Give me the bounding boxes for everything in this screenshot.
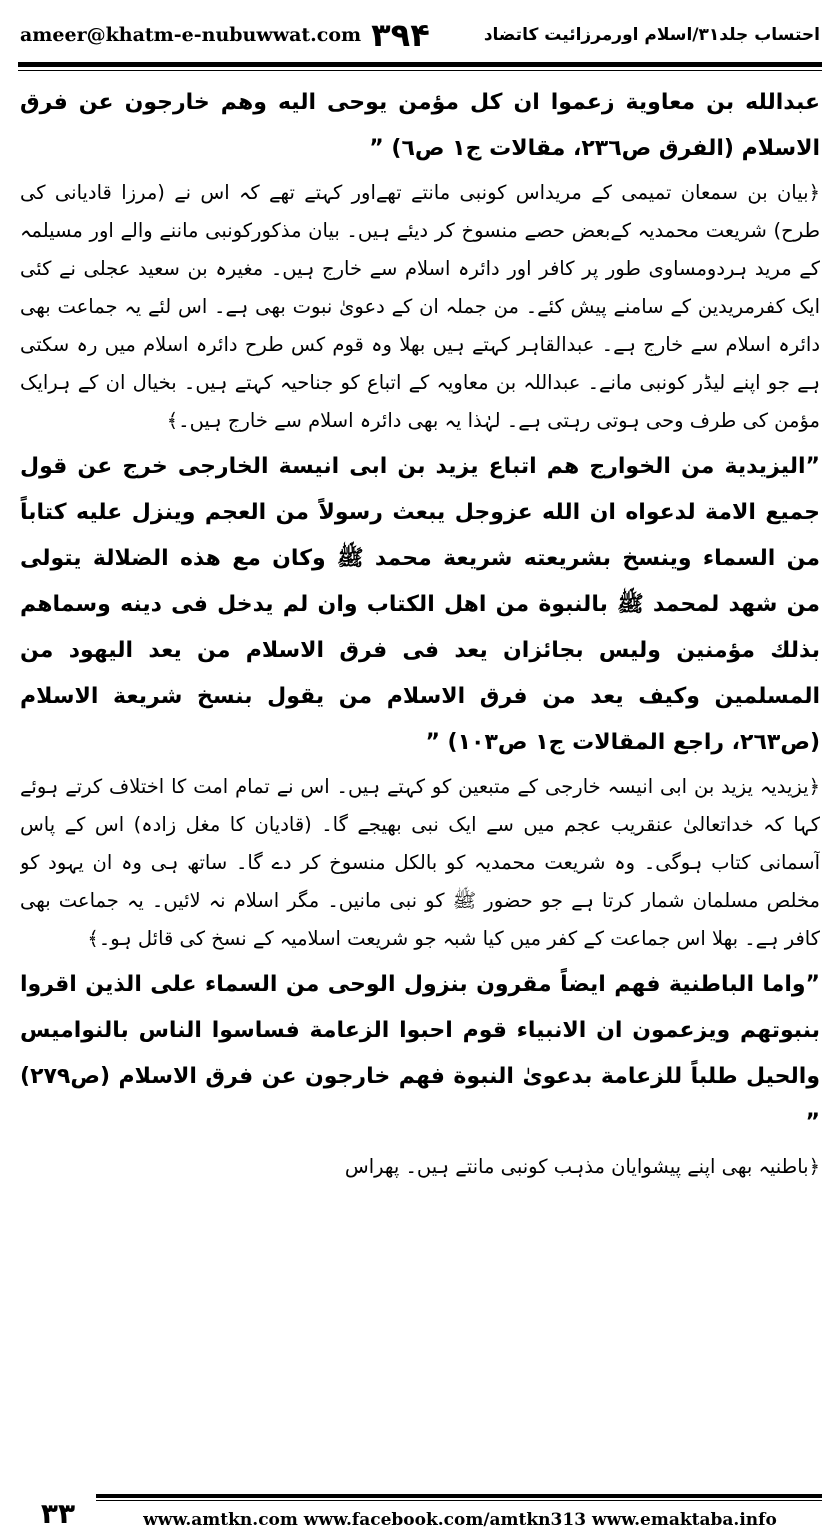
section-3	[20, 962, 820, 1186]
urdu-translation-3: ﴿باطنیہ بھی اپنے پیشوایان مذہب کونبی مانتے ہیں۔ پھراس	[344, 1155, 820, 1178]
arabic-text-3: ”واما الباطنية فهم ايضاً مقرون بنزول الوحى من السماء على الذين اقروا بنبوتهم ويزعمون ان الانبياء قوم احبوا الزعامة فساسوا الناس بالنواميس والحيل طلباً للزعامة بدعوىٰ النبوة فهم خارجون عن فرق الاسلام (ص٢٧٩) ”	[20, 972, 820, 1135]
footer-rule-thick	[96, 1494, 822, 1498]
urdu-translation-2: ﴿یزیدیہ یزید بن ابی انیسہ خارجی کے متبعین کو کہتے ہیں۔ اس نے تمام امت کا اختلاف کرتے ہوئے کہا کہ خداتعالیٰ عنقریب عجم میں سے ایک نبی بھیجے گا۔ (قادیان کا مغل زادہ) اس کے پاس آسمانی کتاب ہوگی۔ وہ شریعت محمدیہ کو بالکل منسوخ کر دے گا۔ ساتھ ہی وہ ان یہود کو مخلص مسلمان شمار کرتا ہے جو حضور ﷺ کو نبی مانیں۔ مگر اسلام نہ لائیں۔ یہ جماعت بھی کافر ہے۔ بھلا اس جماعت کے کفر میں کیا شبہ جو شریعت اسلامیہ کے نسخ کی قائل ہو۔﴾	[20, 775, 820, 950]
urdu-translation-1: ﴿بیان بن سمعان تمیمی کے مریداس کونبی مانتے تھےاور کہتے تھے کہ اس نے (مرزا قادیانی کی طرح) شریعت محمدیہ کےبعض حصے منسوخ کر دیئے ہیں۔ بیان مذکورکونبی ماننے والے اور مسیلمہ کے مرید ہردومساوی طور پر کافر اور دائرہ اسلام سے خارج ہیں۔ مغیرہ بن سعید عجلی نے کئی ایک کفرمریدین کے سامنے پیش کئے۔ من جملہ ان کے دعویٰ نبوت بھی ہے۔ اس لئے یہ جماعت بھی دائرہ اسلام سے خارج ہے۔ عبدالقاہر کہتے ہیں بھلا وہ قوم کس طرح دائرہ اسلام میں رہ سکتی ہے جو اپنے لیڈر کونبی مانے۔ عبداللہ بن معاویہ کے اتباع کو جناحیہ کہتے ہیں۔ بخیال ان کے ہرایک مؤمن کی طرف وحی ہوتی رہتی ہے۔ لہٰذا یہ بھی دائرہ اسلام سے خارج ہیں۔﴾	[20, 181, 820, 432]
footer-rule-thin	[96, 1500, 822, 1501]
arabic-text-1: عبدالله بن معاوية زعموا ان كل مؤمن يوحى اليه وهم خارجون عن فرق الاسلام (الفرق ص٢٣٦، مقالات ج١ ص٦) ”	[20, 90, 820, 161]
section-1	[20, 80, 820, 440]
footer-page-number: ۳۳	[40, 1496, 76, 1530]
running-title: احتساب جلد۳۱/اسلام اورمرزائیت کاتضاد	[483, 25, 820, 45]
arabic-quote-1	[20, 80, 820, 172]
header-page-number: ۳۹۴	[371, 16, 430, 54]
header-left	[20, 16, 430, 54]
header-rule-thin	[18, 70, 822, 71]
section-2	[20, 444, 820, 958]
arabic-quote-3	[20, 962, 820, 1146]
header-email: ameer@khatm-e-nubuwwat.com	[20, 24, 362, 46]
page-header	[20, 6, 820, 64]
header-rule-thick	[18, 62, 822, 67]
arabic-text-2: ”اليزيدية من الخوارج هم اتباع يزيد بن ابى انيسة الخارجى خرج عن قول جميع الامة لدعواه ان الله عزوجل يبعث رسولاً من العجم وينزل عليه كتاباً من السماء وينسخ بشريعته شريعة محمد ﷺ وكان مع هذه الضلالة يتولى من شهد لمحمد ﷺ بالنبوة من اهل الكتاب وان لم يدخل فى دينه وسماهم بذلك مؤمنين وليس بجائزان يعد فى فرق الاسلام من يعد اليهود من المسلمين وكيف يعد من فرق الاسلام من يقول بنسخ شريعة الاسلام (ص٢٦٣، راجع المقالات ج١ ص١٠٣) ”	[20, 454, 820, 755]
page-body	[20, 80, 820, 1485]
footer-urls: www.amtkn.com www.facebook.com/amtkn313 www.emaktaba.info	[143, 1510, 777, 1530]
arabic-quote-2	[20, 444, 820, 766]
